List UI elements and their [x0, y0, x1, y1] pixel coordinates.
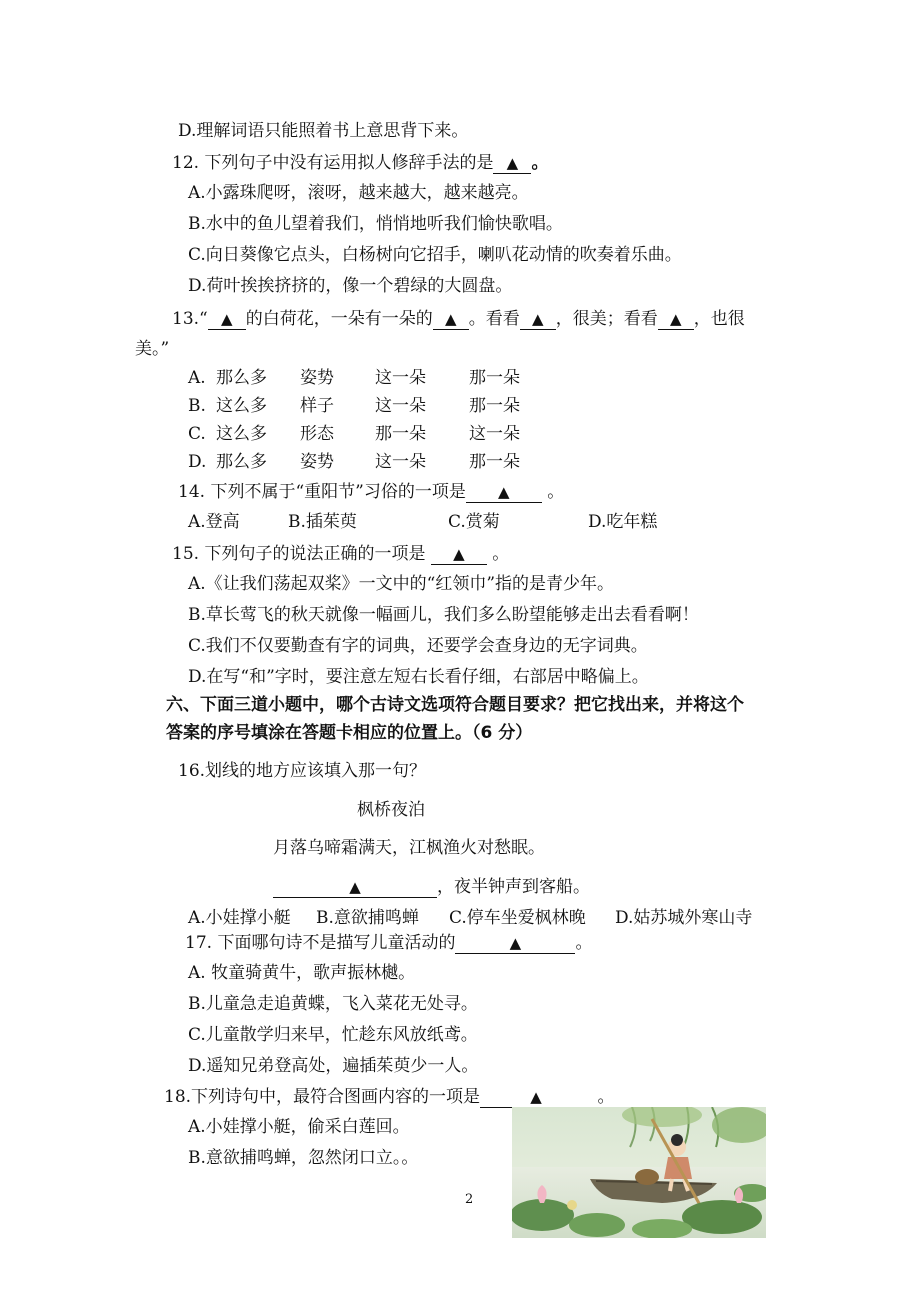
answer-blank	[658, 309, 694, 330]
q17-option-b: B.儿童急走追黄蝶，飞入菜花无处寻。	[188, 994, 478, 1014]
answer-blank	[493, 153, 531, 174]
q18-option-a: A.小娃撑小艇，偷采白莲回。	[188, 1117, 410, 1137]
section-6-heading-line2: 答案的序号填涂在答题卡相应的位置上。（6 分）	[166, 723, 533, 743]
q12-option-b: B.水中的鱼儿望着我们，悄悄地听我们愉快歌唱。	[188, 214, 563, 234]
triangle-marker-icon: ▲	[669, 310, 682, 328]
q18-stem: 18.下列诗句中，最符合图画内容的一项是 ▲ 。	[164, 1087, 615, 1107]
q17-stem: 17. 下面哪句诗不是描写儿童活动的 ▲ 。	[185, 933, 593, 953]
q12-option-a: A.小露珠爬呀，滚呀，越来越大，越来越亮。	[188, 183, 529, 203]
section-6-heading-line1: 六、下面三道小题中，哪个古诗文选项符合题目要求？把它找出来，并将这个	[166, 695, 744, 715]
q17-option-d: D.遥知兄弟登高处，遍插茱萸少一人。	[188, 1056, 479, 1076]
answer-blank	[455, 933, 575, 954]
q18-option-b: B.意欲捕鸣蝉，忽然闭口立。。	[188, 1148, 419, 1168]
poem-line-1: 月落乌啼霜满天，江枫渔火对愁眠。	[273, 838, 545, 858]
triangle-marker-icon: ▲	[220, 310, 233, 328]
q14-option-c: C.赏菊	[448, 512, 500, 532]
answer-blank	[480, 1087, 592, 1108]
poem-title: 枫桥夜泊	[357, 800, 425, 820]
q14-option-b: B.插茱萸	[288, 512, 357, 532]
q16-option-b: B.意欲捕鸣蝉	[316, 908, 419, 928]
answer-blank	[208, 309, 246, 330]
triangle-marker-icon: ▲	[444, 310, 457, 328]
answer-blank	[433, 309, 469, 330]
page-number: 2	[465, 1192, 474, 1207]
poem-line-2: ▲ ，夜半钟声到客船。	[273, 876, 590, 898]
answer-blank	[273, 877, 437, 898]
q15-option-a: A.《让我们荡起双桨》一文中的“红领巾”指的是青少年。	[188, 574, 615, 594]
answer-blank	[466, 482, 542, 503]
q13-option-b: B. 这么多 样子 这一朵 那一朵	[188, 396, 520, 416]
q11-option-d: D.理解词语只能照着书上意思背下来。	[178, 121, 469, 141]
q16-options	[188, 907, 752, 929]
triangle-marker-icon: ▲	[531, 310, 544, 328]
q12-stem-text: 12. 下列句子中没有运用拟人修辞手法的是	[172, 153, 494, 173]
q13-option-c: C. 这么多 形态 那一朵 这一朵	[188, 424, 520, 444]
q15-option-d: D.在写“和”字时，要注意左短右长看仔细，右部居中略偏上。	[188, 667, 649, 687]
triangle-marker-icon: ▲	[509, 934, 522, 952]
q16-option-c: C.停车坐爱枫林晚	[449, 908, 586, 928]
triangle-marker-icon: ▲	[498, 483, 510, 501]
q14-stem: 14. 下列不属于“重阳节”习俗的一项是 ▲ 。	[178, 482, 565, 502]
q12-stem: 12. 下列句子中没有运用拟人修辞手法的是 ▲ 。	[172, 153, 549, 173]
q16-option-d: D.姑苏城外寒山寺	[615, 908, 753, 928]
q13-stem-continued: 美。”	[135, 339, 170, 359]
q14-option-a: A.登高	[188, 512, 240, 532]
q14-options	[188, 511, 657, 533]
q12-option-c: C.向日葵像它点头，白杨树向它招手，喇叭花动情的吹奏着乐曲。	[188, 245, 682, 265]
q16-option-a: A.小娃撑小艇	[188, 908, 291, 928]
triangle-marker-icon: ▲	[453, 545, 465, 563]
q15-option-b: B.草长莺飞的秋天就像一幅画儿，我们多么盼望能够走出去看看啊！	[188, 605, 699, 625]
q14-option-d: D.吃年糕	[588, 512, 658, 532]
q13-stem: 13.“ ▲ 的白荷花，一朵有一朵的 ▲ 。看看 ▲ ，很美；看看 ▲ ，也很	[172, 309, 745, 329]
q17-option-a: A. 牧童骑黄牛，歌声振林樾。	[188, 963, 416, 983]
q17-option-c: C.儿童散学归来早，忙趁东风放纸鸢。	[188, 1025, 478, 1045]
answer-blank	[520, 309, 556, 330]
q13-option-d: D. 那么多 姿势 这一朵 那一朵	[188, 452, 520, 472]
q15-option-c: C.我们不仅要勤查有字的词典，还要学会查身边的无字词典。	[188, 636, 648, 656]
boat-lotus-illustration	[512, 1107, 766, 1238]
triangle-marker-icon: ▲	[530, 1088, 542, 1106]
q15-stem: 15. 下列句子的说法正确的一项是 ▲ 。	[172, 544, 510, 564]
triangle-marker-icon: ▲	[349, 878, 361, 896]
q16-stem: 16.划线的地方应该填入那一句？	[178, 761, 427, 781]
triangle-marker-icon: ▲	[506, 154, 519, 172]
answer-blank	[431, 544, 487, 565]
q12-option-d: D.荷叶挨挨挤挤的，像一个碧绿的大圆盘。	[188, 276, 513, 296]
illustration-svg	[512, 1107, 766, 1238]
q13-option-a: A. 那么多 姿势 这一朵 那一朵	[188, 368, 520, 388]
